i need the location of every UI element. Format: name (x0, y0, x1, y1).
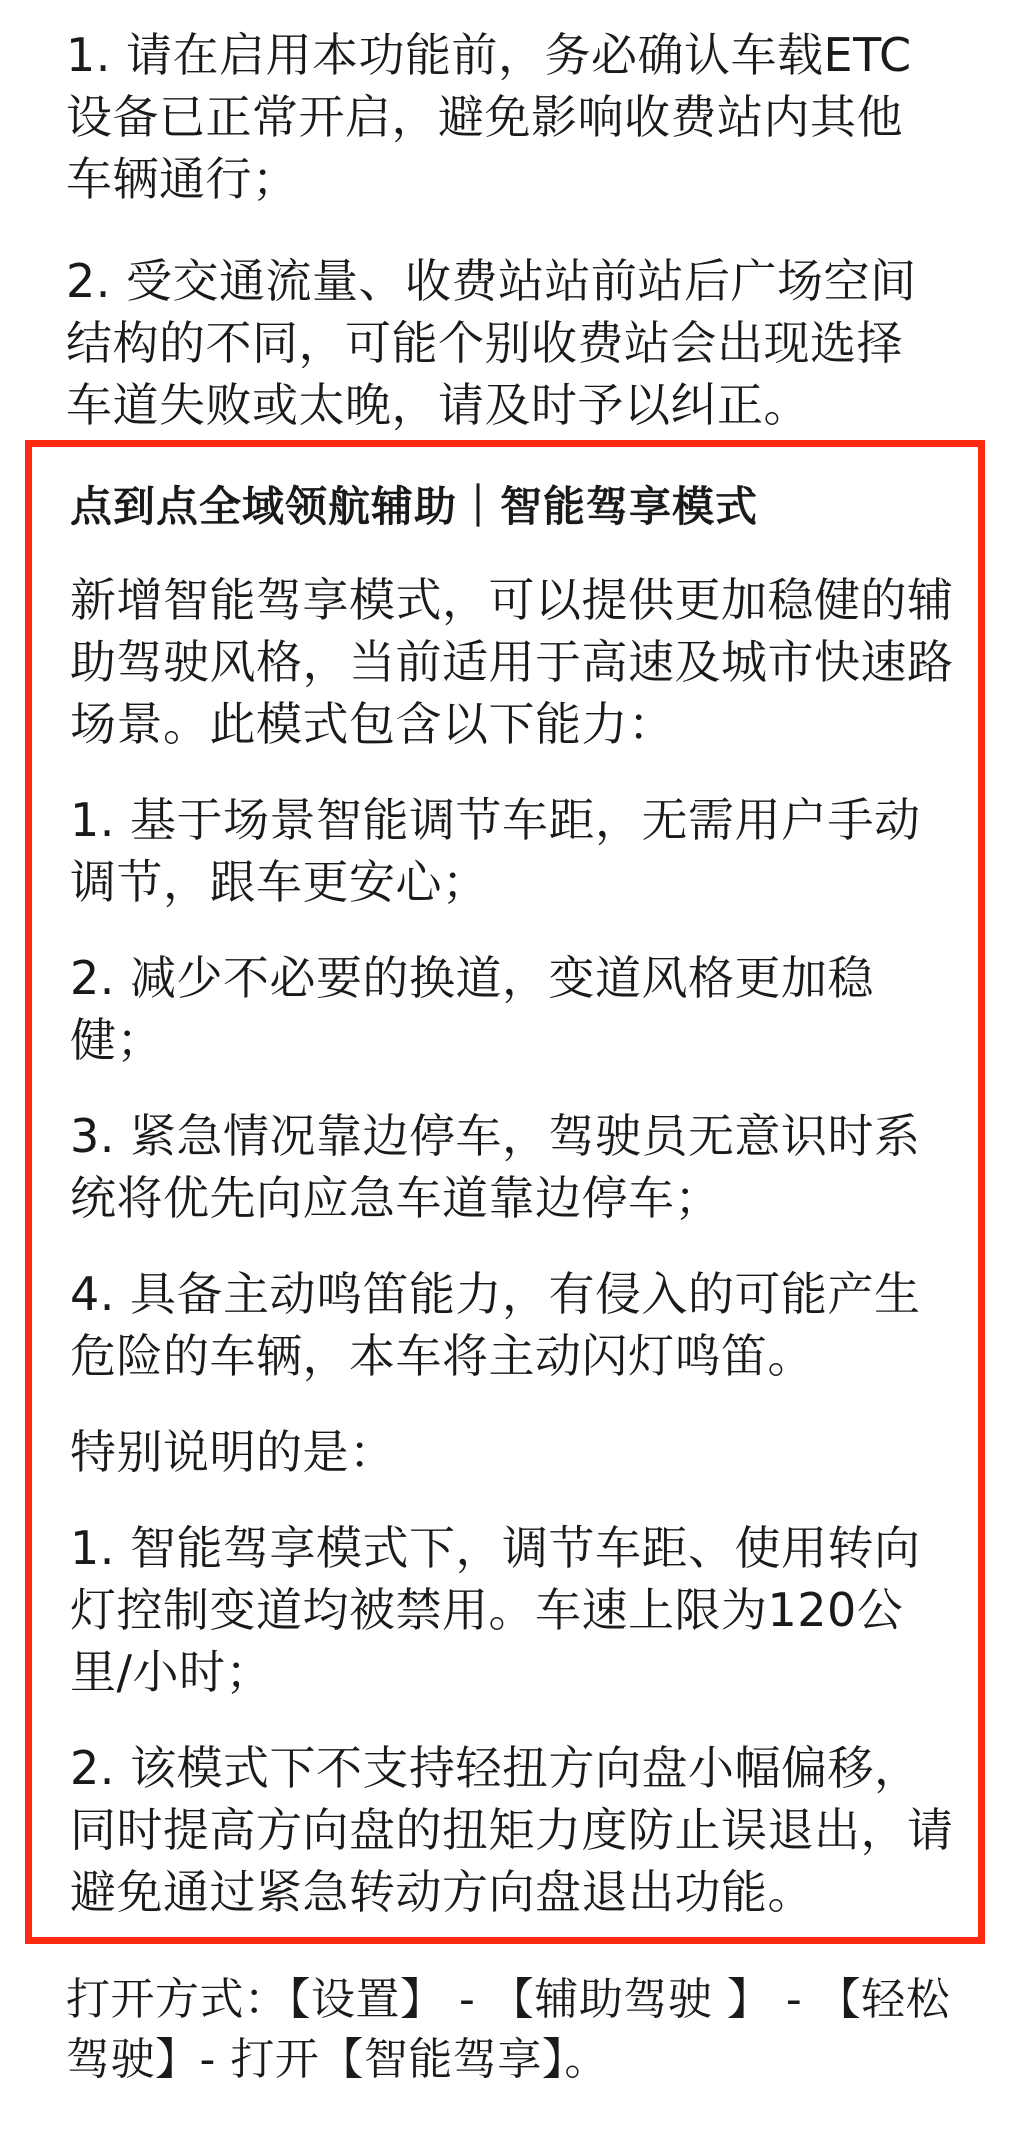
intro-note-1: 1. 请在启用本功能前，务必确认车载ETC设备已正常开启，避免影响收费站内其他车辆通行； (66, 28, 912, 206)
special-heading: 特别说明的是： (70, 1425, 396, 1479)
special-note-1: 1. 智能驾享模式下，调节车距、使用转向灯控制变道均被禁用。车速上限为120公里/小时； (70, 1521, 921, 1699)
highlight-description: 新增智能驾享模式，可以提供更加稳健的辅助驾驶风格，当前适用于高速及城市快速路场景。此模式包含以下能力： (70, 573, 954, 751)
highlight-content (70, 477, 960, 1957)
intro-notes (66, 24, 946, 476)
capability-item-2: 2. 减少不必要的换道，变道风格更加稳健； (70, 951, 875, 1067)
capability-item-1: 1. 基于场景智能调节车距，无需用户手动调节，跟车更安心； (70, 793, 921, 909)
special-note-2: 2. 该模式下不支持轻扭方向盘小幅偏移，同时提高方向盘的扭矩力度防止误退出，请避免通过紧急转动方向盘退出功能。 (70, 1741, 954, 1919)
capability-item-4: 4. 具备主动鸣笛能力，有侵入的可能产生危险的车辆，本车将主动闪灯鸣笛。 (70, 1267, 921, 1383)
capability-item-3: 3. 紧急情况靠边停车，驾驶员无意识时系统将优先向应急车道靠边停车； (70, 1109, 921, 1225)
highlight-box (25, 440, 985, 1944)
highlight-title: 点到点全域领航辅助｜智能驾享模式 (70, 482, 759, 531)
footer-instructions (66, 1970, 966, 2090)
open-method-text: 打开方式：【设置】 - 【辅助驾驶 】 - 【轻松驾驶】- 打开【智能驾享】。 (66, 1974, 951, 2085)
intro-note-2: 2. 受交通流量、收费站站前站后广场空间结构的不同，可能个别收费站会出现选择车道失败或太晚，请及时予以纠正。 (66, 254, 917, 432)
